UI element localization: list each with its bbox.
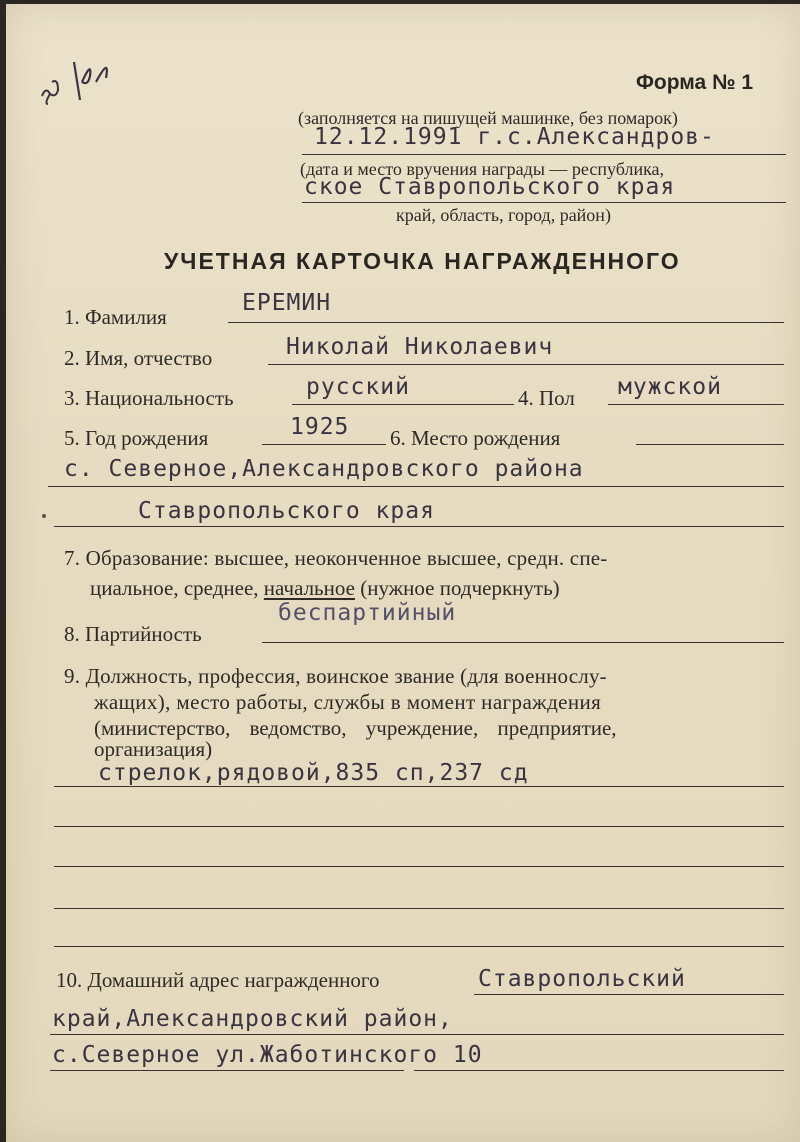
award-record-card xyxy=(6,4,800,1142)
position-value: стрелок,рядовой,835 сп,237 сд xyxy=(98,760,529,786)
sex-value: мужской xyxy=(618,374,722,400)
sex-label: 4. Пол xyxy=(518,386,575,410)
award-line-1 xyxy=(302,154,786,155)
address-line-3a xyxy=(50,1070,404,1071)
position-line-2 xyxy=(54,826,784,827)
party-label: 8. Партийность xyxy=(64,622,202,646)
address-value-3: с.Северное ул.Жаботинского 10 xyxy=(52,1042,483,1068)
name-value: Николай Николаевич xyxy=(286,334,554,360)
birthplace-line-top xyxy=(636,444,784,445)
address-value-2: край,Александровский район, xyxy=(52,1006,453,1032)
surname-value: ЕРЕМИН xyxy=(242,290,332,316)
address-label: 10. Домашний адрес награжденного xyxy=(56,968,380,992)
award-date-place-line1: 12.12.1991 г.с.Александров- xyxy=(314,124,715,150)
typing-instruction: (заполняется на пишущей машинке, без помарок) xyxy=(298,108,678,128)
address-line-2 xyxy=(50,1034,784,1035)
position-line-3 xyxy=(54,866,784,867)
surname-line xyxy=(228,322,784,323)
position-line-1 xyxy=(54,786,784,787)
address-line-1 xyxy=(474,994,784,995)
education-line2 xyxy=(90,576,560,601)
region-instruction: край, область, город, район) xyxy=(396,205,611,225)
award-date-place-line2: ское Ставропольского края xyxy=(304,174,676,200)
birthplace-value-2: Ставропольского края xyxy=(138,498,435,524)
name-label: 2. Имя, отчество xyxy=(64,346,213,370)
sex-line xyxy=(608,404,784,405)
education-line1: 7. Образование: высшее, неоконченное высшее, средн. спе- xyxy=(64,546,608,570)
address-value-1: Ставропольский xyxy=(478,966,686,992)
birthplace-label: 6. Место рождения xyxy=(390,426,561,450)
nationality-line xyxy=(292,404,514,405)
award-instruction: (дата и место вручения награды — республика, xyxy=(300,159,665,179)
surname-label: 1. Фамилия xyxy=(64,305,167,329)
party-line xyxy=(262,642,784,643)
position-line3: (министерство, ведомство, учреждение, предприятие, xyxy=(94,716,617,740)
birthplace-line-2 xyxy=(54,526,784,527)
margin-dot xyxy=(42,514,46,518)
education-options: циальное, среднее, xyxy=(90,576,264,600)
position-line4: организация) xyxy=(94,737,213,761)
birthplace-line-1 xyxy=(48,486,784,487)
position-line-5 xyxy=(54,946,784,947)
education-hint: (нужное подчеркнуть) xyxy=(354,576,560,600)
position-line2: жащих), место работы, службы в момент награждения xyxy=(94,690,602,714)
nationality-value: русский xyxy=(306,374,410,400)
name-line xyxy=(268,364,784,365)
card-title: УЧЕТНАЯ КАРТОЧКА НАГРАЖДЕННОГО xyxy=(164,248,681,274)
birthplace-value-1: с. Северное,Александровского района xyxy=(64,456,584,482)
form-number: Форма № 1 xyxy=(636,71,753,94)
birth-year-label: 5. Год рождения xyxy=(64,426,209,450)
birth-year-line xyxy=(262,444,386,445)
award-line-2 xyxy=(302,202,786,203)
address-line-3b xyxy=(414,1070,784,1071)
position-line1: 9. Должность, профессия, воинское звание (для военнослу- xyxy=(64,664,607,688)
education-selected: начальное xyxy=(263,576,355,600)
party-value: беспартийный xyxy=(278,600,457,626)
position-line-4 xyxy=(54,908,784,909)
birth-year-value: 1925 xyxy=(290,414,350,440)
nationality-label: 3. Национальность xyxy=(64,386,234,410)
handwritten-number-mark xyxy=(36,52,126,112)
